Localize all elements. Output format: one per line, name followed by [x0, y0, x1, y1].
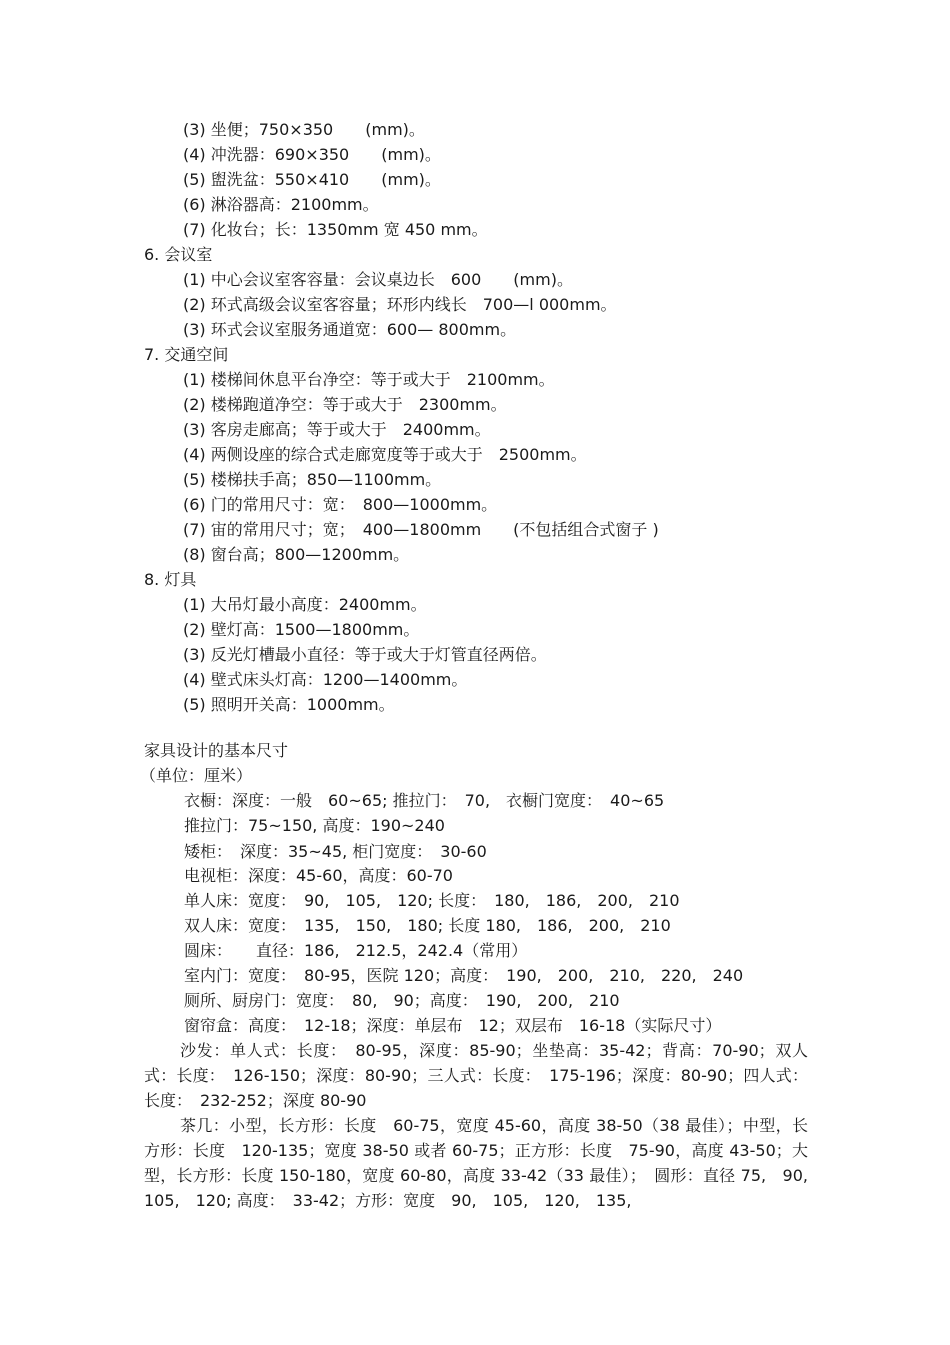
- list-item: (3) 环式会议室服务通道宽：600— 800mm。: [183, 320, 517, 339]
- unit-note: （单位：厘米）: [140, 766, 253, 785]
- list-item: (1) 大吊灯最小高度：2400mm。: [183, 595, 427, 614]
- list-item: (8) 窗台高；800—1200mm。: [183, 545, 410, 564]
- list-item: (4) 冲洗器：690×350 (mm)。: [183, 145, 441, 164]
- list-item: (2) 壁灯高：1500—1800mm。: [183, 620, 420, 639]
- list-item: (2) 楼梯跑道净空：等于或大于 2300mm。: [183, 395, 507, 414]
- section-heading: 6. 会议室: [144, 245, 213, 264]
- list-item: 单人床：宽度： 90, 105, 120; 长度： 180, 186, 200, 210: [184, 891, 680, 910]
- list-item: (2) 环式高级会议室客容量；环形内线长 700—l 000mm。: [183, 295, 617, 314]
- list-item: (3) 客房走廊高；等于或大于 2400mm。: [183, 420, 491, 439]
- section-title: 家具设计的基本尺寸: [144, 741, 289, 760]
- list-item: 圆床： 直径：186, 212.5，242.4（常用）: [184, 941, 528, 960]
- list-item: 窗帘盒：高度： 12-18；深度：单层布 12；双层布 16-18（实际尺寸）: [184, 1016, 722, 1035]
- list-item: (5) 楼梯扶手高；850—1100mm。: [183, 470, 442, 489]
- list-item: 衣橱：深度：一般 60~65; 推拉门： 70, 衣橱门宽度： 40~65: [184, 791, 665, 810]
- list-item: 矮柜： 深度：35~45, 柜门宽度： 30-60: [184, 842, 487, 861]
- list-item: (7) 化妆台；长：1350mm 宽 450 mm。: [183, 220, 488, 239]
- list-item: (5) 照明开关高：1000mm。: [183, 695, 395, 714]
- list-item: 室内门：宽度： 80-95，医院 120；高度： 190, 200, 210, 220, 240: [184, 966, 744, 985]
- list-item: (3) 反光灯槽最小直径：等于或大于灯管直径两倍。: [183, 645, 547, 664]
- section-heading: 8. 灯具: [144, 570, 197, 589]
- list-item: 电视柜：深度：45-60，高度：60-70: [184, 866, 453, 885]
- list-item: (4) 壁式床头灯高：1200—1400mm。: [183, 670, 468, 689]
- list-item: 双人床：宽度： 135, 150, 180; 长度 180, 186, 200, 210: [184, 916, 671, 935]
- list-item: (1) 楼梯间休息平台净空：等于或大于 2100mm。: [183, 370, 555, 389]
- tea-table-paragraph: 茶几：小型，长方形：长度 60-75，宽度 45-60，高度 38-50（38 最佳）；中型，长方形：长度 120-135；宽度 38-50 或者 60-75；正方形：长度 75-90，高度 43-50；大型，长方形：长度 150-180，宽度 60-80，高度 33-42（33 最佳）； 圆形：直径 75, 90, 105, 120; 高度： 33-42；方形：宽度 90, 105, 120, 135,: [144, 1116, 825, 1210]
- sofa-paragraph: 沙发：单人式：长度： 80-95，深度：85-90；坐垫高：35-42；背高：70-90；双人式：长度： 126-150；深度：80-90；三人式：长度： 175-196；深度：80-90；四人式：长度： 232-252；深度 80-90: [144, 1041, 808, 1110]
- list-item: (3) 坐便；750×350 (mm)。: [183, 120, 425, 139]
- list-item: (7) 宙的常用尺寸；宽； 400—1800mm (不包括组合式窗子 ): [183, 520, 659, 539]
- list-item: (1) 中心会议室客容量：会议桌边长 600 (mm)。: [183, 270, 573, 289]
- list-item: (6) 门的常用尺寸：宽： 800—1000mm。: [183, 495, 498, 514]
- list-item: (6) 淋浴器高：2100mm。: [183, 195, 379, 214]
- section-heading: 7. 交通空间: [144, 345, 229, 364]
- list-item: 推拉门：75~150, 高度：190~240: [184, 816, 445, 835]
- list-item: 厕所、厨房门：宽度： 80, 90；高度： 190, 200, 210: [184, 991, 620, 1010]
- list-item: (4) 两侧设座的综合式走廊宽度等于或大于 2500mm。: [183, 445, 587, 464]
- list-item: (5) 盥洗盆：550×410 (mm)。: [183, 170, 441, 189]
